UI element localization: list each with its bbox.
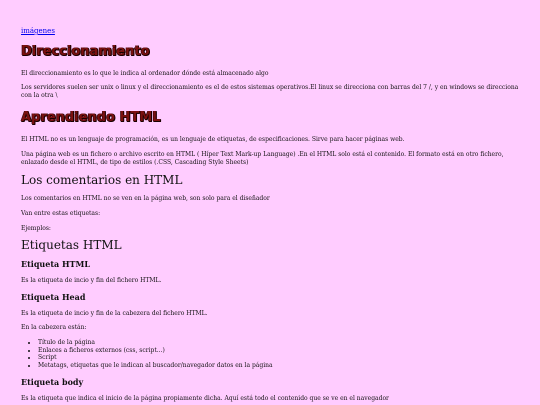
- images-link[interactable]: imágenes: [21, 27, 55, 35]
- paragraph: Ejemplos:: [21, 225, 51, 232]
- title-aprendiendo-html: Aprendiendo HTML: [21, 110, 161, 125]
- paragraph: Van entre estas etiquetas:: [21, 210, 101, 217]
- list-item: • Enlaces a ficheros externos (css, script...): [38, 347, 273, 355]
- list-item: • Script: [38, 354, 273, 362]
- head-items-list: [21, 339, 273, 369]
- paragraph: Una página web es un fichero o archivo escrito en HTML ( Híper Text Mark-up Language) .En el HTML solo está el contenido. El formato está en otro fichero, enlazado desde el HTML, de tipo de estilos (.CSS, Cascading Style Sheets): [21, 151, 504, 166]
- list-item: • Título de la página: [38, 339, 273, 347]
- paragraph: Es la etiqueta que indica el inicio de la página propiamente dicha. Aquí está todo el contenido que se ve en el navegador: [21, 395, 389, 402]
- paragraph: El HTML no es un lenguaje de programación, es un lenguaje de etiquetas, de especificaciones. Sirve para hacer páginas web.: [21, 136, 405, 143]
- heading-comentarios: Los comentarios en HTML: [21, 173, 183, 187]
- paragraph: Es la etiqueta de incio y fin del fichero HTML.: [21, 277, 162, 284]
- paragraph: El direccionamiento es lo que le indica al ordenador dónde está almacenado algo: [21, 70, 269, 77]
- paragraph: Los servidores suelen ser unix o linux y el direccionamiento es el de estos sistemas operativos.El linux se direcciona con barras del 7 /, y en windows se direcciona con la otra \: [21, 84, 519, 99]
- paragraph: En la cabezera están:: [21, 324, 87, 331]
- heading-etiqueta-head: Etiqueta Head: [21, 292, 86, 302]
- list-item: • Metatags, etiquetas que le indican al buscador/navegador datos en la página: [38, 362, 273, 370]
- paragraph: Los comentarios en HTML no se ven en la página web, son solo para el diseñador: [21, 195, 270, 202]
- heading-etiquetas: Etiquetas HTML: [21, 238, 122, 252]
- paragraph: Es la etiqueta de incio y fin de la cabezera del fichero HTML.: [21, 310, 208, 317]
- heading-etiqueta-html: Etiqueta HTML: [21, 259, 90, 269]
- heading-etiqueta-body: Etiqueta body: [21, 377, 84, 387]
- title-direccionamiento: Direccionamiento: [21, 44, 150, 59]
